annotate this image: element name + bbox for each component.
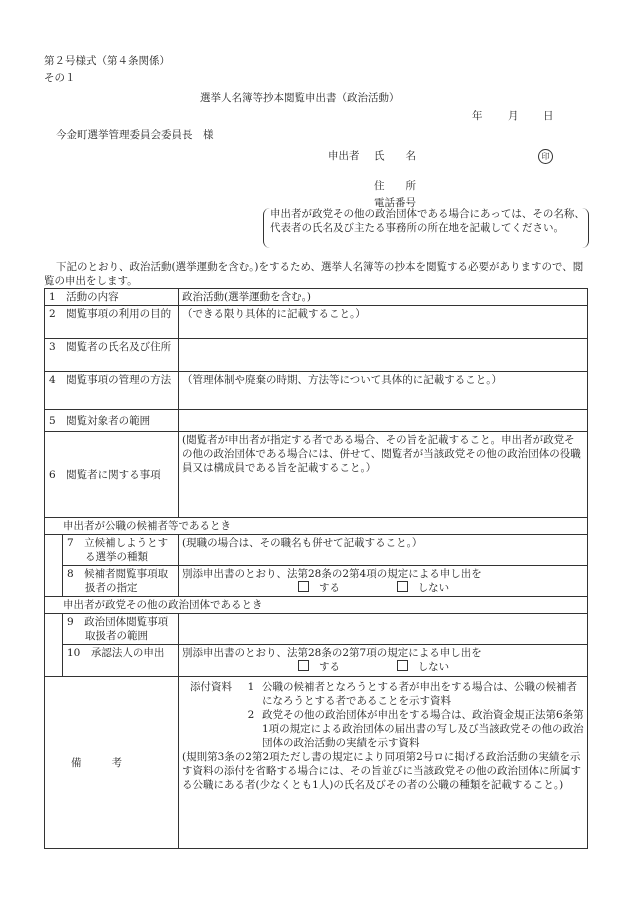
- date-day: 日: [543, 110, 554, 122]
- candidate-handler-text: 別添申出書のとおり、法第28条の2第4項の規定による申し出を: [182, 568, 482, 580]
- row-candidate-handler-value: [179, 566, 588, 597]
- row-activity-label: 1 活動の内容: [45, 289, 179, 306]
- candidate-handler-no-label: しない: [417, 582, 450, 594]
- row-target-value[interactable]: [179, 410, 588, 432]
- approved-corp-yes-checkbox[interactable]: [298, 660, 309, 671]
- document-title: 選挙人名簿等抄本閲覧申出書（政治活動）: [200, 92, 400, 104]
- row-purpose-label: 2 閲覧事項の利用の目的: [45, 306, 179, 339]
- row-management-label: 4 閲覧事項の管理の方法: [45, 372, 179, 410]
- row-viewer-name-label: 3 閲覧者の氏名及び住所: [45, 339, 179, 372]
- date-month: 月: [508, 110, 519, 122]
- form-number: 第２号様式（第４条関係）: [44, 55, 170, 67]
- applicant-name-label: 氏 名: [374, 150, 416, 162]
- approved-corp-yes-label: する: [319, 661, 340, 673]
- section-candidate: 申出者が公職の候補者等であるとき: [45, 518, 588, 535]
- remarks-item-1: [182, 680, 584, 708]
- row-target-label: 5 閲覧対象者の範囲: [45, 410, 179, 432]
- attach-label: 添付資料: [190, 681, 232, 693]
- item2-text: 政党その他の政治団体が申出をする場合は、政治資金規正法第6条第1項の規定による政治団体の届出書の写し及び当該政党その他の政治団体の政治活動の実績を示す資料: [262, 709, 584, 749]
- row-viewer-info-value: (閲覧者が申出者が指定する者である場合、その旨を記載すること。申出者が政党その他の政治団体である場合には、併せて、閲覧者が当該政党その他の政治団体の役職員又は構成員である旨を記載すること。）: [179, 432, 588, 518]
- item1-number: 1: [247, 681, 255, 693]
- approved-corp-no-checkbox[interactable]: [397, 660, 408, 671]
- application-table: [44, 288, 588, 849]
- row-election-type-value: (現職の場合は、その職名も併せて記載すること。）: [179, 535, 588, 566]
- candidate-handler-no-checkbox[interactable]: [397, 581, 408, 592]
- item2-number: 2: [247, 709, 255, 721]
- candidate-handler-yes-label: する: [319, 582, 340, 594]
- date-year: 年: [472, 110, 483, 122]
- item1-text: 公職の候補者となろうとする者が申出をする場合は、公職の候補者になろうとする者であることを示す資料: [262, 681, 577, 707]
- remarks-label: 備考: [45, 677, 179, 849]
- section-political-group: 申出者が政党その他の政治団体であるとき: [45, 597, 588, 614]
- remarks-content: [179, 677, 588, 849]
- row-approved-corp-value: [179, 645, 588, 677]
- seal-mark: 印: [538, 149, 553, 164]
- remarks-note: (規則第3条の2第2項ただし書の規定により同項第2号ロに掲げる政治活動の実績を示す資料の添付を省略する場合には、その旨並びに当該政党その他の政治団体に所属する公職にある者(少なくとも1人)の氏名及びその者の公職の種類を記載すること。): [182, 751, 581, 791]
- approved-corp-no-label: しない: [417, 661, 450, 673]
- intro-text: 下記のとおり、政治活動(選挙運動を含む。)をするため、選挙人名簿等の抄本を閲覧する必要がありますので、閲覧の申出をします。: [44, 261, 584, 287]
- remarks-item-2: [182, 708, 584, 750]
- row-viewer-name-value[interactable]: [179, 339, 588, 372]
- sub-number: その１: [44, 72, 76, 84]
- applicant-note: 申出者が政党その他の政治団体である場合にあっては、その名称、代表者の氏名及び主たる事務所の所在地を記載してください。: [270, 208, 585, 234]
- candidate-handler-yes-checkbox[interactable]: [298, 581, 309, 592]
- applicant-phone-label: 電話番号: [374, 197, 416, 209]
- row-approved-corp-label: 10 承認法人の申出: [63, 645, 179, 677]
- row-candidate-handler-label: 8 候補者閲覧事項取扱者の指定: [63, 566, 179, 597]
- applicant-label: 申出者: [328, 150, 360, 162]
- row-election-type-label: 7 立候補しようとする選挙の種類: [63, 535, 179, 566]
- row-group-handler-value[interactable]: [179, 614, 588, 645]
- row-management-value: （管理体制や廃棄の時期、方法等について具体的に記載すること。）: [179, 372, 588, 410]
- row-group-handler-label: 9 政治団体閲覧事項取扱者の範囲: [63, 614, 179, 645]
- approved-corp-text: 別添申出書のとおり、法第28条の2第7項の規定による申し出を: [182, 647, 482, 659]
- applicant-address-label: 住 所: [374, 180, 416, 192]
- addressee: 今金町選挙管理委員会委員長 様: [56, 129, 214, 141]
- row-activity-value: 政治活動(選挙運動を含む。): [179, 289, 588, 306]
- row-purpose-value: （できる限り具体的に記載すること。）: [179, 306, 588, 339]
- row-viewer-info-label: 6 閲覧者に関する事項: [45, 432, 179, 518]
